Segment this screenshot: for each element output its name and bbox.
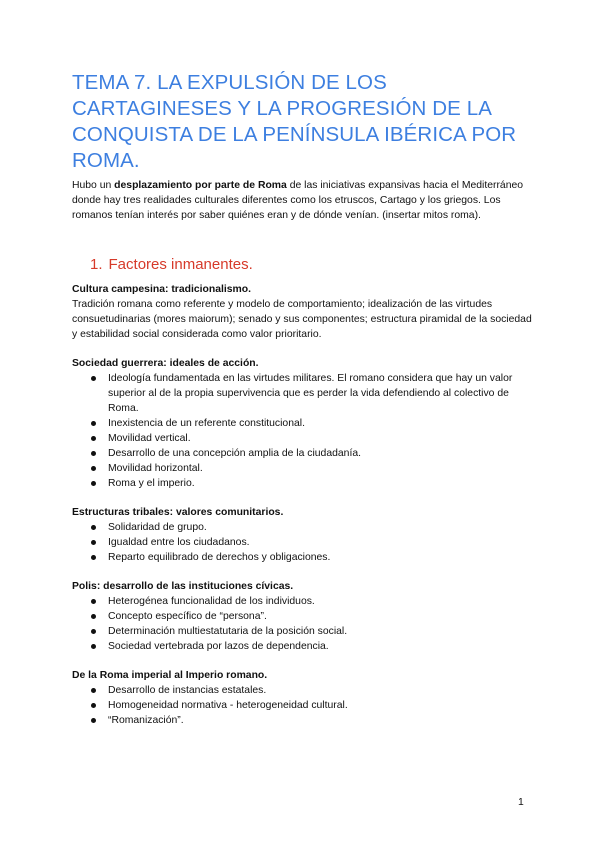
bullet-icon bbox=[91, 599, 96, 604]
list-item bbox=[72, 446, 532, 461]
list-item bbox=[72, 371, 532, 416]
list-item bbox=[72, 476, 532, 491]
subsection-title: Estructuras tribales: valores comunitarios. bbox=[72, 507, 284, 518]
subsection-cultura-campesina bbox=[72, 282, 532, 342]
subsection-title: Polis: desarrollo de las instituciones cívicas. bbox=[72, 581, 294, 592]
bullet-icon bbox=[91, 466, 96, 471]
list-item-text: Concepto específico de “persona”. bbox=[108, 611, 267, 622]
intro-bold: desplazamiento por parte de Roma bbox=[114, 180, 287, 191]
bullet-icon bbox=[91, 629, 96, 634]
section-heading-text: Factores inmanentes. bbox=[108, 256, 253, 273]
bullet-icon bbox=[91, 451, 96, 456]
subsection-title: Cultura campesina: tradicionalismo. bbox=[72, 284, 251, 295]
bullet-icon bbox=[91, 703, 96, 708]
bullet-icon bbox=[91, 688, 96, 693]
list-item-text: Sociedad vertebrada por lazos de dependencia. bbox=[108, 641, 329, 652]
intro-post: de las iniciativas expansivas hacia el Mediterráneo donde hay tres realidades culturales diferentes como los etruscos, Cartago y los griegos. Los romanos tenían interés por saber quiénes eran y de dónde venían. (insertar mitos roma). bbox=[72, 180, 524, 221]
document-page bbox=[72, 70, 532, 728]
list-item bbox=[72, 535, 532, 550]
bullet-icon bbox=[91, 436, 96, 441]
bullet-icon bbox=[91, 376, 96, 381]
page-number: 1 bbox=[518, 797, 524, 808]
list-item-text: Desarrollo de instancias estatales. bbox=[108, 685, 267, 696]
list-item bbox=[72, 683, 532, 698]
subsection-title: Sociedad guerrera: ideales de acción. bbox=[72, 358, 259, 369]
bullet-icon bbox=[91, 718, 96, 723]
list-item-text: Movilidad horizontal. bbox=[108, 463, 203, 474]
list-item bbox=[72, 698, 532, 713]
bullet-icon bbox=[91, 555, 96, 560]
subsection-roma-imperial bbox=[72, 668, 532, 728]
list-item bbox=[72, 431, 532, 446]
list-item bbox=[72, 461, 532, 476]
list-item-text: Desarrollo de una concepción amplia de la ciudadanía. bbox=[108, 448, 362, 459]
bullet-list bbox=[72, 683, 532, 728]
list-item-text: Igualdad entre los ciudadanos. bbox=[108, 537, 250, 548]
bullet-icon bbox=[91, 525, 96, 530]
list-item bbox=[72, 550, 532, 565]
subsection-text: Tradición romana como referente y modelo de comportamiento; idealización de las virtudes consuetudinarias (mores maiorum); senado y sus componentes; estructura piramidal de la sociedad y estabilidad social considerada como valor prioritario. bbox=[72, 299, 532, 340]
bullet-list bbox=[72, 520, 532, 565]
list-item-text: Roma y el imperio. bbox=[108, 478, 195, 489]
list-item-text: Homogeneidad normativa - heterogeneidad cultural. bbox=[108, 700, 348, 711]
bullet-icon bbox=[91, 540, 96, 545]
list-item-text: Movilidad vertical. bbox=[108, 433, 191, 444]
subsection-sociedad-guerrera bbox=[72, 356, 532, 491]
subsection-polis bbox=[72, 579, 532, 654]
list-item-text: “Romanización”. bbox=[108, 715, 184, 726]
section-heading-number: 1. bbox=[90, 256, 103, 273]
bullet-icon bbox=[91, 421, 96, 426]
list-item-text: Ideología fundamentada en las virtudes militares. El romano considera que hay un valor superior al de la propia supervivencia que es perder la vida defendiendo al colectivo de Roma. bbox=[108, 373, 513, 414]
bullet-icon bbox=[91, 481, 96, 486]
list-item bbox=[72, 713, 532, 728]
list-item-text: Solidaridad de grupo. bbox=[108, 522, 207, 533]
subsection-estructuras-tribales bbox=[72, 505, 532, 565]
bullet-list bbox=[72, 371, 532, 491]
list-item-text: Reparto equilibrado de derechos y obligaciones. bbox=[108, 552, 331, 563]
bullet-list bbox=[72, 594, 532, 654]
subsection-title: De la Roma imperial al Imperio romano. bbox=[72, 670, 268, 681]
bullet-icon bbox=[91, 614, 96, 619]
section-heading bbox=[90, 256, 532, 274]
list-item-text: Inexistencia de un referente constitucional. bbox=[108, 418, 305, 429]
list-item-text: Determinación multiestatutaria de la posición social. bbox=[108, 626, 348, 637]
intro-pre: Hubo un bbox=[72, 180, 115, 191]
document-title: TEMA 7. LA EXPULSIÓN DE LOS CARTAGINESES Y LA PROGRESIÓN DE LA CONQUISTA DE LA PENÍNSULA IBÉRICA POR ROMA. bbox=[72, 71, 517, 172]
bullet-icon bbox=[91, 644, 96, 649]
list-item bbox=[72, 624, 532, 639]
intro-paragraph bbox=[72, 178, 532, 223]
list-item-text: Heterogénea funcionalidad de los individuos. bbox=[108, 596, 315, 607]
list-item bbox=[72, 639, 532, 654]
list-item bbox=[72, 609, 532, 624]
list-item bbox=[72, 594, 532, 609]
list-item bbox=[72, 416, 532, 431]
list-item bbox=[72, 520, 532, 535]
